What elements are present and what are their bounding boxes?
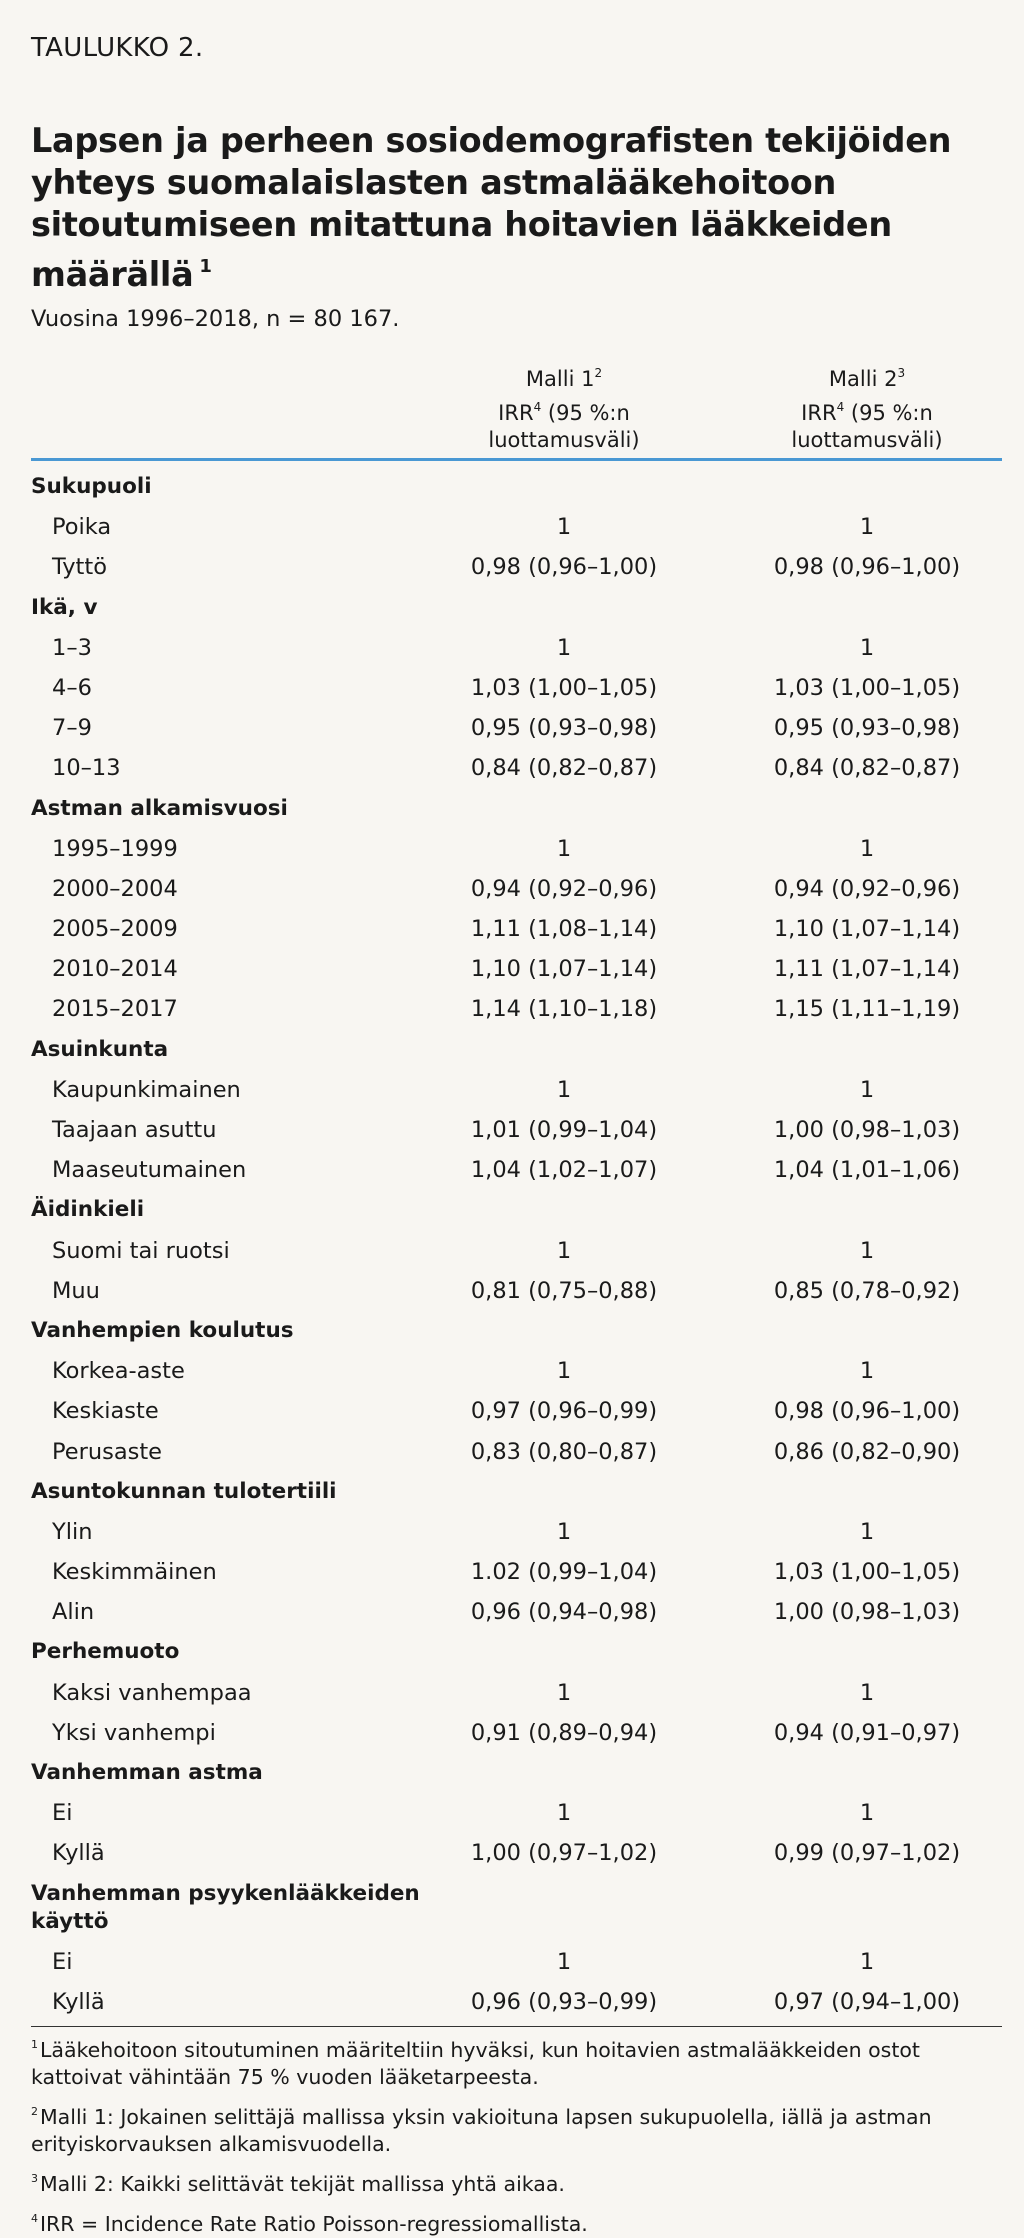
table-row [31,1552,1002,1592]
malli-2-value: 0,85 (0,78–0,92) [773,1277,961,1304]
row-label: Tyttö [52,554,107,581]
table-title-text: Lapsen ja perheen sosiodemografisten tekijöiden yhteys suomalaislasten astmalääkehoitoon sitoutumiseen mitattuna hoitavien lääkkeiden määrällä [31,121,952,294]
table-row [31,989,1002,1029]
category-label: Äidinkieli [31,1197,145,1223]
malli-2-value: 1,10 (1,07–1,14) [773,916,961,943]
malli-1-value: 0,81 (0,75–0,88) [470,1277,658,1304]
table-row [31,668,1002,708]
row-label: Perusaste [52,1438,163,1465]
malli-1-value: 0,96 (0,93–0,99) [470,1988,658,2015]
column-footnote-marker: 3 [897,366,906,380]
table-row [31,1351,1002,1391]
row-label: 2010–2014 [52,956,178,983]
table-subtitle: Vuosina 1996–2018, n = 80 167. [31,306,400,332]
malli-1-value: 1 [556,1948,572,1975]
row-label: Yksi vanhempi [52,1719,216,1746]
table-row [31,1391,1002,1431]
row-label: Kyllä [52,1988,105,2015]
table-row [31,628,1002,668]
row-label: Korkea-aste [52,1358,185,1385]
column-ci-a: (95 %:n [850,400,933,425]
table-row [31,1070,1002,1110]
column-header-malli-2 [717,360,1017,455]
table-row [31,1271,1002,1311]
header-divider [31,458,1002,461]
column-irr: IRR [801,400,837,425]
category-row [31,1030,1002,1070]
malli-1-value: 1 [556,835,572,862]
row-label: 10–13 [52,755,121,782]
row-label: Alin [52,1599,95,1626]
footnote-marker: 3 [31,2171,38,2185]
table-row [31,869,1002,909]
footnote-marker: 1 [31,2037,38,2051]
malli-1-value: 1 [556,1237,572,1264]
malli-1-value: 1 [556,1358,572,1385]
column-ci-b: luottamusväli) [488,428,640,452]
malli-2-value: 1,11 (1,07–1,14) [773,956,961,983]
category-label: Vanhemman psyykenlääkkeiden käyttö [31,1880,420,1934]
malli-1-value: 1,01 (0,99–1,04) [470,1117,658,1143]
malli-1-value: 1,14 (1,10–1,18) [470,996,658,1023]
table-row [31,1942,1002,1982]
malli-2-value: 1 [859,1358,875,1385]
malli-1-value: 0,94 (0,92–0,96) [470,875,658,902]
footer-divider [31,2026,1002,2027]
column-irr: IRR [498,400,534,425]
category-label: Asuntokunnan tulotertiili [31,1478,337,1504]
irr-footnote-marker: 4 [533,399,542,414]
malli-2-value: 1 [859,1800,875,1827]
malli-1-value: 0,95 (0,93–0,98) [470,715,658,742]
table-row [31,1982,1002,2022]
malli-1-value: 0,84 (0,82–0,87) [470,755,658,782]
column-header-malli-1 [414,360,714,455]
table-row [31,708,1002,748]
column-headers [31,360,1002,456]
category-row [31,1874,1002,1942]
table-row [31,1713,1002,1753]
table-body [31,467,1002,2022]
category-row [31,1190,1002,1230]
malli-2-value: 1,00 (0,98–1,03) [773,1117,961,1143]
footnote-text: Malli 1: Jokainen selittäjä mallissa yksin vakioituna lapsen sukupuolella, iällä ja astman erityiskorvauksen alkamisvuodella. [31,2104,932,2156]
category-row [31,1753,1002,1793]
category-row [31,1472,1002,1512]
malli-1-value: 1,10 (1,07–1,14) [470,956,658,983]
row-label: Taajaan asuttu [52,1117,217,1143]
malli-1-value: 1 [556,1076,572,1103]
malli-2-value: 0,86 (0,82–0,90) [773,1438,961,1465]
malli-1-value: 1,04 (1,02–1,07) [470,1157,658,1184]
column-name: Malli 2 [828,367,898,391]
malli-2-value: 0,98 (0,96–1,00) [773,554,961,581]
category-label: Astman alkamisvuosi [31,795,288,821]
row-label: Ylin [52,1518,93,1545]
column-name: Malli 1 [525,367,595,391]
row-label: Kyllä [52,1840,105,1867]
malli-1-value: 1 [556,1518,572,1545]
row-label: 7–9 [52,715,92,742]
table-row [31,1833,1002,1873]
malli-2-value: 1 [859,514,875,541]
table-row [31,507,1002,547]
row-label: Poika [52,514,112,541]
category-row [31,1632,1002,1672]
malli-1-value: 1,00 (0,97–1,02) [470,1840,658,1867]
row-label: 2015–2017 [52,996,178,1023]
row-label: Keskimmäinen [52,1559,217,1586]
table-row [31,1231,1002,1271]
table-row [31,1793,1002,1833]
category-row [31,588,1002,628]
row-label: Kaksi vanhempaa [52,1679,252,1706]
row-label: Keskiaste [52,1398,159,1425]
table-row [31,1592,1002,1632]
category-label: Vanhemman astma [31,1760,263,1785]
row-label: Maaseutumainen [52,1157,247,1184]
table-row [31,829,1002,869]
footnotes [31,2031,1002,2238]
irr-footnote-marker: 4 [836,399,845,414]
table-row [31,909,1002,949]
row-label: Muu [52,1277,100,1304]
malli-2-value: 1 [859,1679,875,1706]
footnote-text: Lääkehoitoon sitoutuminen määriteltiin hyväksi, kun hoitavien astmalääkkeiden ostot kattoivat vähintään 75 % vuoden lääketarpeesta. [31,2037,920,2089]
malli-2-value: 0,94 (0,92–0,96) [773,875,961,902]
table-row [31,1432,1002,1472]
table-title [31,120,1002,296]
malli-2-value: 0,99 (0,97–1,02) [773,1840,961,1867]
malli-2-value: 1,03 (1,00–1,05) [773,674,961,701]
malli-2-value: 0,95 (0,93–0,98) [773,715,961,742]
malli-1-value: 1.02 (0,99–1,04) [470,1559,658,1586]
malli-2-value: 1 [859,1948,875,1975]
malli-1-value: 1 [556,514,572,541]
malli-1-value: 0,97 (0,96–0,99) [470,1398,658,1425]
malli-2-value: 1,04 (1,01–1,06) [773,1157,961,1184]
category-row [31,467,1002,507]
row-label: 2000–2004 [52,875,178,902]
malli-1-value: 0,91 (0,89–0,94) [470,1719,658,1746]
footnote-marker: 2 [31,2104,38,2118]
malli-2-value: 1 [859,1518,875,1545]
malli-1-value: 0,83 (0,80–0,87) [470,1438,658,1465]
row-label: Kaupunkimainen [52,1076,241,1103]
row-label: Ei [52,1948,73,1975]
malli-2-value: 1 [859,835,875,862]
table-row [31,1673,1002,1713]
row-label: Ei [52,1800,73,1827]
footnote [31,2098,1002,2158]
malli-1-value: 1 [556,634,572,661]
footnote [31,2165,1002,2198]
column-ci-a: (95 %:n [547,400,630,425]
column-ci-b: luottamusväli) [791,428,943,452]
malli-2-value: 0,94 (0,91–0,97) [773,1719,961,1746]
column-footnote-marker: 2 [594,366,603,380]
row-label: 1995–1999 [52,835,178,862]
malli-2-value: 1,15 (1,11–1,19) [773,996,961,1023]
malli-1-value: 0,96 (0,94–0,98) [470,1599,658,1626]
malli-1-value: 1 [556,1679,572,1706]
table-label: TAULUKKO 2. [31,33,204,63]
malli-1-value: 1,11 (1,08–1,14) [470,916,658,943]
category-row [31,789,1002,829]
category-label: Asuinkunta [31,1036,169,1062]
title-footnote-marker: 1 [199,256,212,277]
table-row [31,1110,1002,1150]
category-row [31,1311,1002,1351]
row-label: 2005–2009 [52,916,178,943]
footnote-text: IRR = Incidence Rate Ratio Poisson-regressiomallista. [40,2211,588,2236]
table-row [31,1150,1002,1190]
malli-2-value: 1,03 (1,00–1,05) [773,1559,961,1586]
table-row [31,949,1002,989]
footnote-marker: 4 [31,2211,38,2225]
malli-2-value: 1,00 (0,98–1,03) [773,1599,961,1626]
malli-2-value: 0,97 (0,94–1,00) [773,1988,961,2015]
category-label: Ikä, v [31,594,98,620]
malli-2-value: 0,84 (0,82–0,87) [773,755,961,782]
category-label: Perhemuoto [31,1639,180,1665]
footnote-text: Malli 2: Kaikki selittävät tekijät mallissa yhtä aikaa. [40,2171,565,2196]
footnote [31,2031,1002,2091]
row-label: 4–6 [52,674,92,701]
malli-1-value: 1,03 (1,00–1,05) [470,674,658,701]
table-row [31,1512,1002,1552]
malli-2-value: 0,98 (0,96–1,00) [773,1398,961,1425]
malli-1-value: 0,98 (0,96–1,00) [470,554,658,581]
malli-1-value: 1 [556,1800,572,1827]
malli-2-value: 1 [859,1076,875,1103]
footnote [31,2205,1002,2238]
table-row [31,547,1002,587]
malli-2-value: 1 [859,634,875,661]
table-row [31,748,1002,788]
row-label: Suomi tai ruotsi [52,1237,230,1264]
category-label: Vanhempien koulutus [31,1317,294,1343]
category-label: Sukupuoli [31,474,152,499]
malli-2-value: 1 [859,1237,875,1264]
row-label: 1–3 [52,634,92,661]
